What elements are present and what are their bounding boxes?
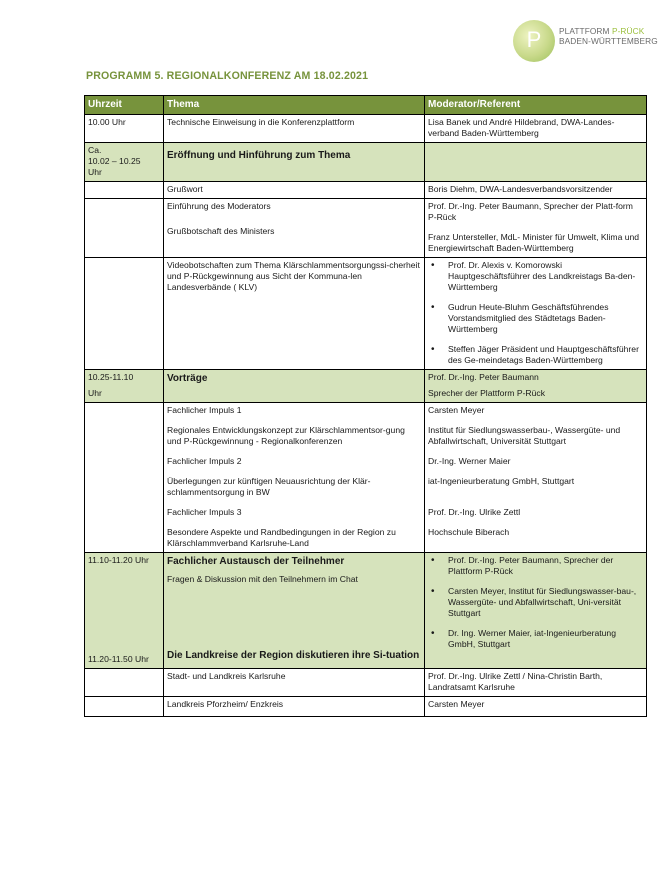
row-topic	[164, 143, 425, 182]
speaker-line: Prof. Dr.-Ing. Peter Baumann, Sprecher der Platt-form P-Rück	[428, 201, 633, 222]
program-table	[84, 95, 647, 717]
impulse-speaker: Dr.-Ing. Werner Maier	[428, 456, 511, 466]
row-topic	[164, 553, 425, 669]
section-title: Eröffnung und Hinführung zum Thema	[167, 150, 351, 161]
table-row	[85, 669, 647, 697]
topic-line: Fragen & Diskussion mit den Teilnehmern im Chat	[167, 574, 358, 584]
table-header-row	[85, 96, 647, 115]
row-topic	[164, 199, 425, 258]
row-topic: Technische Einweisung in die Konferenzplattform	[164, 115, 425, 143]
row-topic: Landkreis Pforzheim/ Enzkreis	[164, 697, 425, 717]
impulse-speaker: Prof. Dr.-Ing. Ulrike Zettl	[428, 507, 521, 517]
table-row	[85, 182, 647, 199]
impulse-topic: Besondere Aspekte und Randbedingungen in der Region zu Klärschlammverband Karlsruhe-Land	[167, 527, 396, 548]
page-title: PROGRAMM 5. REGIONALKONFERENZ AM 18.02.2021	[86, 70, 369, 82]
list-item: • Prof. Dr.-Ing. Peter Baumann, Sprecher der Plattform P-Rück	[428, 555, 643, 577]
section-title: Fachlicher Austausch der Teilnehmer	[167, 556, 345, 567]
row-time	[85, 182, 164, 199]
table-row	[85, 403, 647, 553]
row-topic: Grußwort	[164, 182, 425, 199]
topic-line: Einführung des Moderators	[167, 201, 271, 211]
section-row	[85, 143, 647, 182]
table-row	[85, 697, 647, 717]
row-time	[85, 553, 164, 669]
logo-text	[559, 26, 658, 46]
logo-mark	[513, 20, 555, 62]
row-time	[85, 199, 164, 258]
time-line: 11.20-11.50 Uhr	[88, 654, 149, 664]
row-speaker	[425, 143, 647, 182]
row-speaker	[425, 199, 647, 258]
time-line: 11.10-11.20 Uhr	[88, 555, 149, 565]
logo	[513, 18, 658, 68]
time-line: 10.02 – 10.25	[88, 156, 141, 166]
time-line: Uhr	[88, 388, 102, 398]
row-time	[85, 258, 164, 370]
header-time: Uhrzeit	[85, 96, 164, 115]
list-item: • Prof. Dr. Alexis v. Komorowski Hauptgeschäftsführer des Landkreistags Ba-den-Württemberg	[428, 260, 643, 293]
speaker-list	[428, 260, 643, 366]
speaker-list	[428, 555, 643, 650]
row-time	[85, 143, 164, 182]
row-topic	[164, 370, 425, 403]
logo-letter: P	[526, 27, 542, 52]
list-item: • Carsten Meyer, Institut für Siedlungswasser-bau-, Wassergüte- und Abfallwirtschaft, Uni-versität Stuttgart	[428, 586, 643, 619]
logo-line2: BADEN-WÜRTTEMBERG	[559, 36, 658, 46]
row-topic: Videobotschaften zum Thema Klärschlammentsorgungssi-cherheit und P-Rückgewinnung aus Sicht der Kommuna-len Landesverbände ( KLV)	[164, 258, 425, 370]
list-item: • Gudrun Heute-Bluhm Geschäftsführendes Vorstandsmitglied des Städtetags Baden-Württemberg	[428, 302, 643, 335]
table-row	[85, 258, 647, 370]
row-topic	[164, 403, 425, 553]
row-speaker: Lisa Banek und André Hildebrand, DWA-Landes-verband Baden-Württemberg	[425, 115, 647, 143]
impulse-speaker: Carsten Meyer	[428, 405, 485, 415]
section-title: Vorträge	[167, 373, 208, 384]
topic-line: Grußbotschaft des Ministers	[167, 226, 275, 236]
table-row	[85, 115, 647, 143]
row-time	[85, 669, 164, 697]
impulse-label: Fachlicher Impuls 2	[167, 456, 242, 466]
row-speaker	[425, 553, 647, 669]
row-speaker: Carsten Meyer	[425, 697, 647, 717]
section-row	[85, 370, 647, 403]
row-speaker: Boris Diehm, DWA-Landesverbandsvorsitzender	[425, 182, 647, 199]
row-speaker: Prof. Dr.-Ing. Ulrike Zettl / Nina-Christin Barth, Landratsamt Karlsruhe	[425, 669, 647, 697]
time-line: Uhr	[88, 167, 102, 177]
header-speaker: Moderator/Referent	[425, 96, 647, 115]
logo-line1-a: PLATTFORM	[559, 26, 612, 36]
row-time	[85, 403, 164, 553]
row-speaker	[425, 258, 647, 370]
list-item: • Steffen Jäger Präsident und Hauptgeschäftsführer des Ge-meindetags Baden-Württemberg	[428, 344, 643, 366]
table-row	[85, 199, 647, 258]
list-item: • Dr. Ing. Werner Maier, iat-Ingenieurberatung GmbH, Stuttgart	[428, 628, 643, 650]
impulse-label: Fachlicher Impuls 3	[167, 507, 242, 517]
section-row	[85, 553, 647, 669]
row-time: 10.00 Uhr	[85, 115, 164, 143]
time-line: 10.25-11.10	[88, 372, 134, 382]
speaker-line: Franz Untersteller, MdL- Minister für Umwelt, Klima und Energiewirtschaft Baden-Württemberg	[428, 232, 640, 253]
impulse-topic: Überlegungen zur künftigen Neuausrichtung der Klär-schlammentsorgung in BW	[167, 476, 371, 497]
row-speaker	[425, 370, 647, 403]
speaker-line: Prof. Dr.-Ing. Peter Baumann	[428, 372, 539, 382]
impulse-institution: Institut für Siedlungswasserbau-, Wassergüte- und Abfallwirtschaft, Universität Stuttgart	[428, 425, 621, 446]
impulse-institution: Hochschule Biberach	[428, 527, 510, 537]
impulse-topic: Regionales Entwicklungskonzept zur Klärschlammentsor-gung und P-Rückgewinnung - Regionalkonferenzen	[167, 425, 405, 446]
row-topic: Stadt- und Landkreis Karlsruhe	[164, 669, 425, 697]
impulse-label: Fachlicher Impuls 1	[167, 405, 242, 415]
logo-line1-b: P-RÜCK	[611, 26, 645, 36]
row-time	[85, 370, 164, 403]
row-time	[85, 697, 164, 717]
header-topic: Thema	[164, 96, 425, 115]
row-speaker	[425, 403, 647, 553]
time-line: Ca.	[88, 145, 102, 155]
impulse-institution: iat-Ingenieurberatung GmbH, Stuttgart	[428, 476, 575, 486]
speaker-line: Sprecher der Plattform P-Rück	[428, 388, 546, 398]
section-title: Die Landkreise der Region diskutieren ihre Si-tuation	[167, 650, 420, 661]
